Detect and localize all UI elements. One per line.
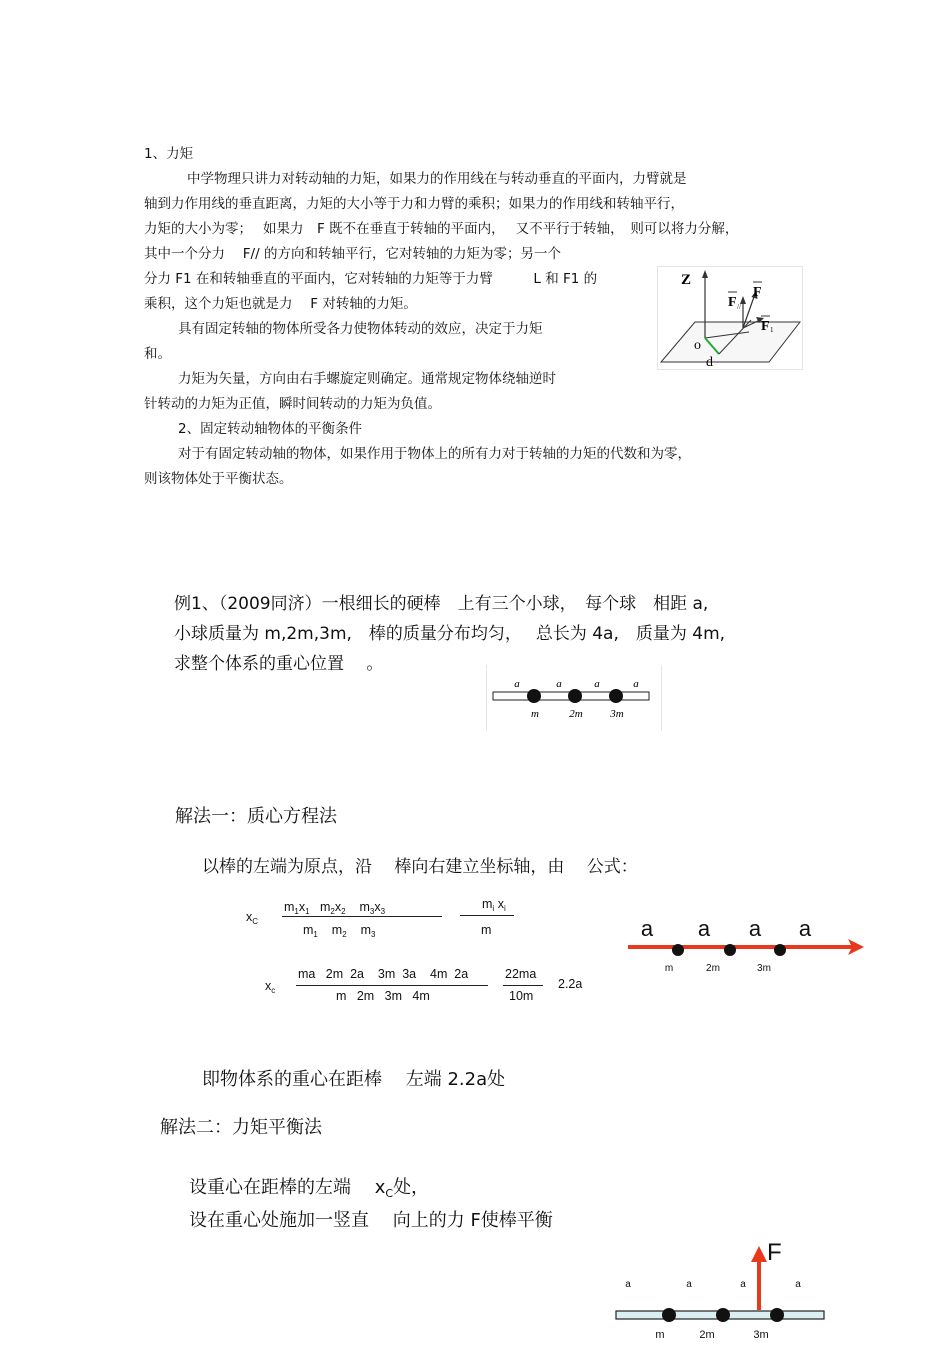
- example-line: 小球质量为 m,2m,3m, 棒的质量分布均匀， 总长为 4a, 质量为 4m,: [174, 624, 726, 644]
- paragraph-line: 和。: [144, 346, 171, 362]
- ball: [672, 944, 684, 956]
- formula1-numerator: $m_1x_1$ $m_2x_2$ $m_3x_3$: [284, 900, 386, 916]
- paragraph-line: 乘积，这个力矩也就是力 F 对转轴的力矩。: [144, 296, 417, 312]
- mass-label: 2m: [569, 708, 583, 720]
- paragraph-line: 分力 F1 在和转轴垂直的平面内，它对转轴的力矩等于力臂 L 和 F1 的: [144, 271, 598, 287]
- paragraph-line: 中学物理只讲力对转动轴的力矩，如果力的作用线在与转动垂直的平面内，力臂就是: [187, 171, 687, 187]
- gap-label: a: [514, 678, 520, 690]
- ball: [609, 689, 623, 703]
- formula1-lhs: $x_C$: [246, 910, 259, 926]
- method2-line1: 设重心在距棒的左端 $x_C$处，: [189, 1177, 430, 1200]
- lever-arm-label: d: [706, 355, 713, 370]
- example-line: 求整个体系的重心位置 。: [174, 654, 384, 674]
- method1-conclusion: 即物体系的重心在距棒 左端 2.2a处: [202, 1069, 506, 1090]
- example-line: 例1、（2009同济）一根细长的硬棒 上有三个小球， 每个球 相距 a,: [174, 594, 709, 614]
- method2-title: 解法二：力矩平衡法: [160, 1117, 322, 1138]
- example-rod-figure: [486, 665, 662, 731]
- paragraph-line: 则该物体处于平衡状态。: [144, 471, 293, 487]
- mass-label: m: [655, 1329, 665, 1341]
- force-balance-figure: [612, 1236, 828, 1344]
- formula2-simplified-denominator: 10m: [509, 989, 534, 1003]
- fraction-bar: [503, 985, 543, 986]
- f-label: F: [753, 285, 762, 300]
- method1-description: 以棒的左端为原点，沿 棒向右建立坐标轴，由 公式：: [202, 857, 638, 877]
- formula2-denominator: m 2m 3m 4m: [336, 989, 430, 1003]
- mass-label: m: [664, 963, 674, 974]
- mass-label: 3m: [757, 963, 771, 974]
- paragraph-line: 具有固定转轴的物体所受各力使物体转动的效应，决定于力矩: [178, 321, 543, 337]
- fraction-bar: [282, 916, 442, 917]
- paragraph-line: 其中一个分力 F// 的方向和转轴平行，它对转轴的力矩为零；另一个: [144, 246, 561, 262]
- paragraph-line: 力矩的大小为零； 如果力 F 既不在垂直于转轴的平面内， 又不平行于转轴， 则可以将力分解，: [144, 221, 739, 237]
- ball: [770, 1308, 784, 1322]
- gap-label: a: [594, 678, 600, 690]
- f1-label: F: [761, 319, 770, 334]
- paragraph-line: 对于有固定转动轴的物体，如果作用于物体上的所有力对于转轴的力矩的代数和为零，: [178, 446, 691, 462]
- formula2-simplified-numerator: 22ma: [505, 967, 537, 981]
- section-heading-equilibrium: 2、固定转动轴物体的平衡条件: [178, 421, 363, 437]
- ball: [724, 944, 736, 956]
- paragraph-line: 针转动的力矩为正值，瞬时间转动的力矩为负值。: [144, 396, 441, 412]
- gap-label: a: [697, 916, 711, 941]
- method2-line2: 设在重心处施加一竖直 向上的力 F使棒平衡: [189, 1210, 553, 1231]
- ball: [716, 1308, 730, 1322]
- gap-label: a: [748, 916, 762, 941]
- fraction-bar: [460, 915, 514, 916]
- ball: [662, 1308, 676, 1322]
- formula2-numerator: ma 2m 2a 3m 3a 4m 2a: [298, 967, 469, 981]
- coordinate-axis-figure: [624, 912, 868, 978]
- paragraph-line: 轴到力作用线的垂直距离，力矩的大小等于力和力臂的乘积；如果力的作用线和转轴平行，: [144, 196, 684, 212]
- gap-label: a: [686, 1279, 692, 1290]
- mass-label: 3m: [753, 1329, 769, 1341]
- method1-title: 解法一：质心方程法: [175, 806, 337, 827]
- ball: [774, 944, 786, 956]
- arrow-head: [751, 1246, 767, 1262]
- ball: [568, 689, 582, 703]
- mass-label: 2m: [699, 1329, 715, 1341]
- f1-sub: 1: [770, 326, 774, 334]
- gap-label: a: [798, 916, 812, 941]
- section-heading-torque: 1、力矩: [144, 146, 194, 162]
- f-parallel-label: F: [728, 295, 737, 310]
- gap-label: a: [640, 916, 654, 941]
- f-parallel-sub: //: [737, 303, 741, 311]
- torque-figure: [657, 266, 803, 370]
- mass-label: 2m: [706, 963, 720, 974]
- formula1-sum-numerator: $m_i$ $x_i$: [482, 897, 506, 913]
- formula2-result: 2.2a: [558, 977, 583, 991]
- fraction-bar: [296, 985, 488, 986]
- mass-label: m: [531, 708, 539, 720]
- gap-label: a: [633, 678, 639, 690]
- gap-label: a: [795, 1279, 801, 1290]
- z-axis-label: Z: [681, 272, 692, 288]
- formula2-lhs: $x_c$: [265, 979, 276, 995]
- paragraph-line: 力矩为矢量，方向由右手螺旋定则确定。通常规定物体绕轴逆时: [178, 371, 556, 387]
- formula1-sum-denominator: m: [481, 923, 492, 937]
- gap-label: a: [556, 678, 562, 690]
- ball: [527, 689, 541, 703]
- force-label: F: [767, 1239, 782, 1266]
- mass-label: 3m: [610, 708, 624, 720]
- gap-label: a: [740, 1279, 746, 1290]
- formula1-denominator: $m_1$ $m_2$ $m_3$: [303, 923, 376, 939]
- gap-label: a: [625, 1279, 631, 1290]
- origin-label: o: [694, 338, 701, 353]
